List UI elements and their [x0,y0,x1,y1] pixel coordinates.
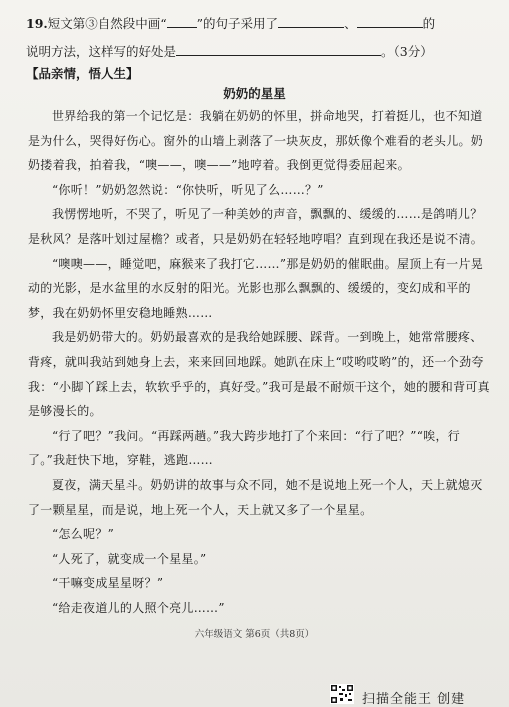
question-text-1: 短文第③自然段中画“ [47,16,167,31]
story-body [28,104,490,620]
question-text-2: ”的句子采用了 [196,16,279,31]
question-number: 19. [26,16,48,31]
paragraph: 我是奶奶带大的。奶奶最喜欢的是我给她踩腰、踩背。一到晚上，她常常腰疼、背疼，就叫我站到她身上去，来来回回地踩。她趴在床上“哎哟哎哟”的，还一个劲夸我：“小脚丫踩上去，软软乎乎的，真好受。”我可是最不耐烦干这个，她的腰和背可真是够漫长的。 [28,330,490,419]
paragraph: 夏夜，满天星斗。奶奶讲的故事与众不同，她不是说地上死一个人，天上就熄灭了一颗星星，而是说，地上死一个人，天上就又多了一个星星。 [28,477,483,517]
answer-blank-2 [357,15,423,28]
answer-blank-1 [278,15,344,28]
paragraph: “怎么呢？” [52,527,115,542]
paragraph: “噢噢——，睡觉吧，麻猴来了我打它……”那是奶奶的催眠曲。屋顶上有一片晃动的光影，是水盆里的水反射的阳光。光影也那么飘飘的、缓缓的，变幻成和平的梦，我在奶奶怀里安稳地睡熟…… [28,256,484,320]
page-footer: 六年级语文 第6页（共8页） [194,629,315,640]
blank-separator: 、 [344,16,357,31]
question-19 [26,10,496,66]
question-text-3: 的 [422,16,436,31]
section-heading: 【品亲情，悟人生】 [26,66,139,81]
answer-blank-3 [176,43,381,56]
qr-code-icon [330,684,354,704]
paragraph: 世界给我的第一个记忆是：我躺在奶奶的怀里，拼命地哭，打着挺儿，也不知道是为什么，哭得好伤心。窗外的山墙上剥落了一块灰皮，那妖像个难看的老头儿。奶奶搂着我，拍着我，“噢——，噢——”地哼着。我倒更觉得委屈起来。 [28,109,484,173]
paragraph: “你听！”奶奶忽然说：“你快听，听见了么……？” [52,182,324,197]
question-text-4: 说明方法，这样写的好处是 [26,44,177,59]
paragraph: 我愣愣地听，不哭了，听见了一种美妙的声音，飘飘的、缓缓的……是鸽哨儿？是秋风？是落叶划过屋檐？或者，只是奶奶在轻轻地哼唱？直到现在我还是说不清。 [28,207,484,246]
underline-mark-blank [167,15,197,28]
story-title: 奶奶的星星 [223,86,286,101]
paragraph: “给走夜道儿的人照个亮儿……” [52,600,225,615]
watermark-text: 扫描全能王 创建 [362,692,466,707]
paragraph: “干嘛变成星星呀？” [52,576,164,591]
question-19-line-2 [26,38,496,66]
paragraph: “人死了，就变成一个星星。” [52,551,207,566]
question-19-line-1 [26,10,496,38]
question-score: 。（3分） [381,44,433,59]
paragraph: “行了吧？”我问。“再踩两趟。”我大跨步地打了个来回：“行了吧？”“唉，行了。”我赶快下地，穿鞋，逃跑…… [28,428,461,468]
